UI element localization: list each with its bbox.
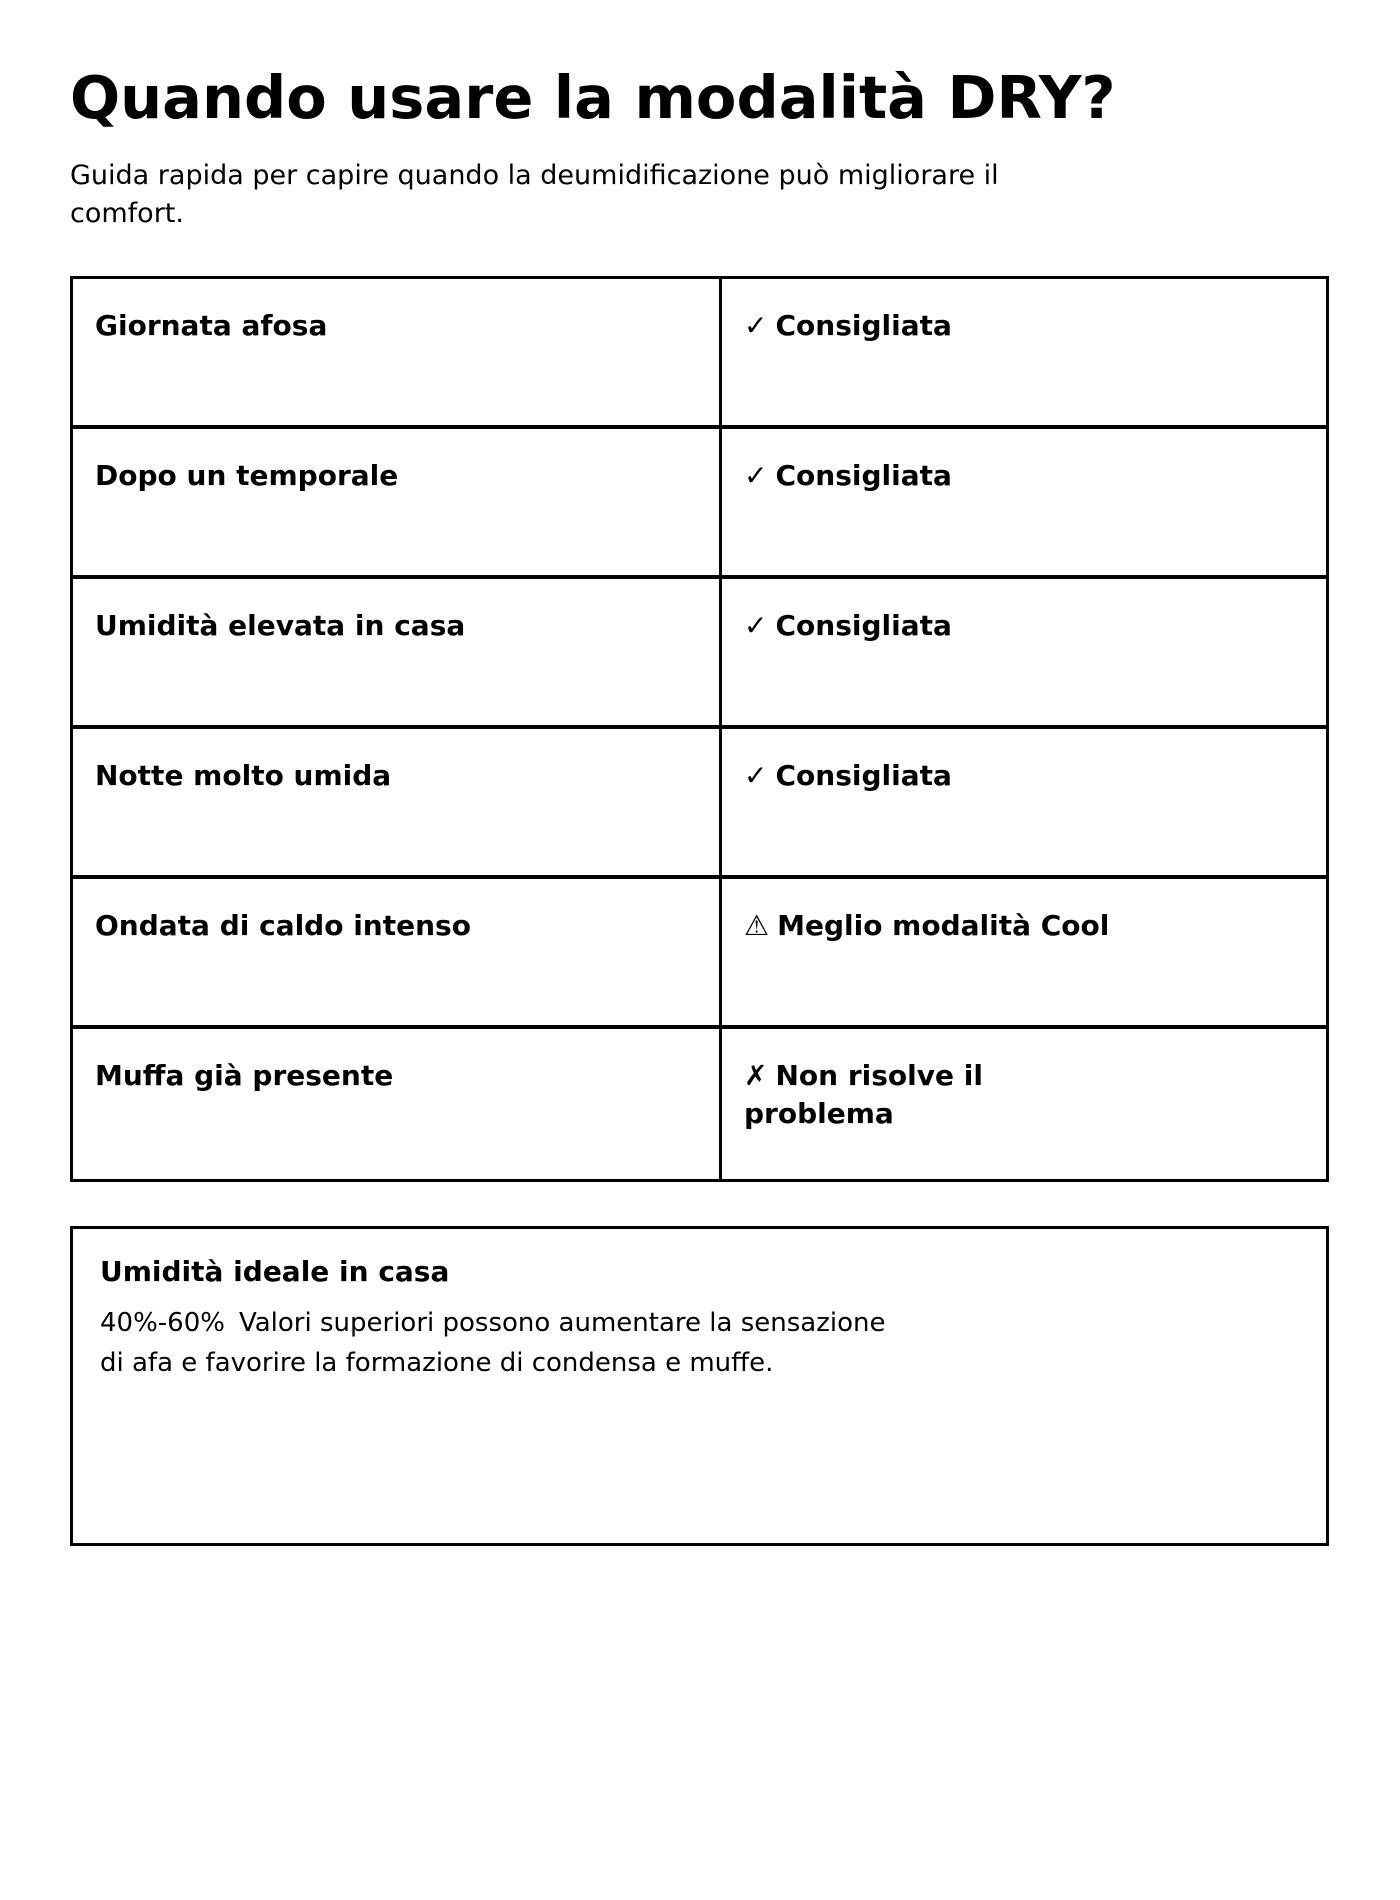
verdict-label: Consigliata [775, 759, 952, 792]
page-subtitle: Guida rapida per capire quando la deumidificazione può migliorare il comfort. [70, 160, 999, 229]
verdict-label: Non risolve il problema [744, 1059, 983, 1130]
info-box-body [100, 1303, 900, 1383]
check-icon: ✓ [744, 459, 768, 492]
situation-cell: Giornata afosa [73, 279, 722, 425]
table-row [73, 1029, 1326, 1179]
table-row [73, 579, 1326, 729]
situation-cell: Umidità elevata in casa [73, 579, 722, 725]
verdict-cell [722, 429, 1326, 575]
ideal-humidity-box [70, 1226, 1329, 1546]
verdict-cell [722, 879, 1326, 1025]
verdict-label: Consigliata [775, 609, 952, 642]
table-row [73, 729, 1326, 879]
check-icon: ✓ [744, 309, 768, 342]
situation-cell: Dopo un temporale [73, 429, 722, 575]
verdict-label: Meglio modalità Cool [777, 909, 1110, 942]
verdict-label: Consigliata [775, 459, 952, 492]
table-row [73, 879, 1326, 1029]
check-icon: ✓ [744, 609, 768, 642]
table-row [73, 279, 1326, 429]
situation-cell: Notte molto umida [73, 729, 722, 875]
verdict-label: Consigliata [775, 309, 952, 342]
cross-icon: ✗ [744, 1059, 768, 1092]
info-box-text: Valori superiori possono aumentare la sensazione di afa e favorire la formazione di condensa e muffe. [100, 1308, 886, 1378]
table-row [73, 429, 1326, 579]
dry-mode-table [70, 276, 1329, 1182]
verdict-cell [722, 579, 1326, 725]
page-title: Quando usare la modalità DRY? [70, 63, 1116, 132]
situation-cell: Muffa già presente [73, 1029, 722, 1179]
humidity-range: 40%-60% [100, 1308, 225, 1338]
verdict-cell [722, 279, 1326, 425]
verdict-cell [722, 729, 1326, 875]
check-icon: ✓ [744, 759, 768, 792]
info-box-title: Umidità ideale in casa [100, 1255, 450, 1288]
warning-icon: ⚠ [744, 909, 770, 942]
situation-cell: Ondata di caldo intenso [73, 879, 722, 1025]
verdict-cell [722, 1029, 1326, 1179]
